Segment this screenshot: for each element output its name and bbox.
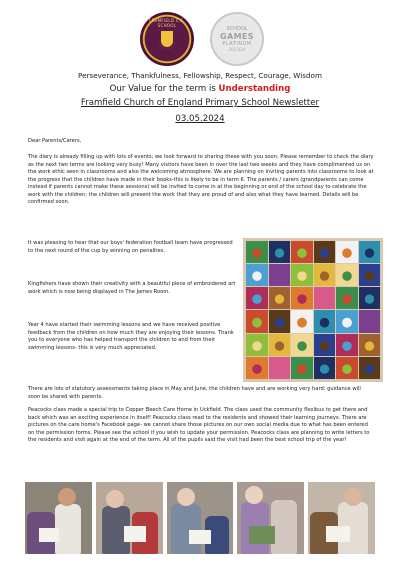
- value-of-term: [0, 84, 400, 94]
- quilt-patch: [291, 357, 313, 379]
- quilt-patch: [246, 357, 268, 379]
- games-award-line4: 2023/24: [228, 47, 246, 52]
- quilt-patch: [246, 310, 268, 332]
- quilt-patch: [246, 287, 268, 309]
- shield-icon: [159, 29, 175, 49]
- quilt-patch: [336, 310, 358, 332]
- quilt-patch: [336, 357, 358, 379]
- quilt-patch: [246, 264, 268, 286]
- games-award-line3: PLATINUM: [222, 41, 252, 47]
- quilt-patch: [269, 241, 291, 263]
- quilt-patch: [246, 241, 268, 263]
- quilt-patch: [359, 357, 381, 379]
- value-term-prefix: Our Value for the term is: [109, 84, 219, 94]
- care-home-photo-strip: [25, 482, 375, 554]
- value-term-highlight: Understanding: [218, 84, 291, 94]
- quilt-patch: [314, 310, 336, 332]
- crest-text: FRAMFIELD C.E. SCHOOL: [149, 18, 185, 28]
- quilt-patch: [246, 334, 268, 356]
- care-home-photo-4: [237, 482, 304, 554]
- quilt-patch: [291, 310, 313, 332]
- quilt-patch: [336, 287, 358, 309]
- quilt-patch: [314, 264, 336, 286]
- quilt-patch: [359, 334, 381, 356]
- quilt-patch: [269, 334, 291, 356]
- care-home-photo-1: [25, 482, 92, 554]
- quilt-patch: [314, 334, 336, 356]
- paragraph-football: It was pleasing to hear that our boys' federation football team have progressed to the next round of the cup by winning on penalties.: [28, 240, 233, 254]
- quilt-patch: [314, 287, 336, 309]
- paragraph-swimming: Year 4 have started their swimming lessons and we have received positive feedback from the children on how much they are enjoying their lessons. Thank you to everyone who has helped transport the children to and from their swimming lessons- this is very much appreciated.: [28, 322, 234, 351]
- quilt-patch: [269, 287, 291, 309]
- embroidered-artwork-image: [243, 238, 383, 382]
- school-games-platinum-logo: [210, 12, 264, 66]
- newsletter-date: 03.05.2024: [175, 114, 225, 124]
- games-award-line1: SCHOOL: [226, 26, 248, 32]
- paragraph-assessments: There are lots of statutory assessments taking place in May and June, the children have and are working very hard; guidance will soon be shared with parents.: [28, 386, 361, 400]
- newsletter-title: Framfield Church of England Primary School Newsletter: [80, 98, 320, 108]
- paragraph-diary: The diary is already filling up with lots of events; we look forward to sharing these with you soon. Please remember to check the diary as the next two terms are looking very busy! Many visitors have been in over the last two weeks and they have complimented us on the work ethic seen in classrooms and also the welcoming atmosphere. We are planning on inviting parents into classrooms to look at the progress that the children have made in their books-this is likely to be in term 6. The parents / carers (grandparents can come instead if parents cannot make these sessions) will be invited to come in at the beginning or end of the school day to celebrate the work with the children; the children will present the work that they are proud of and also what they have learned. Details will be confirmed soon.: [28, 154, 374, 206]
- salutation: Dear Parents/Carers,: [28, 138, 82, 144]
- quilt-patch: [359, 264, 381, 286]
- logo-row: [0, 12, 400, 72]
- care-home-photo-3: [167, 482, 234, 554]
- quilt-patch: [359, 287, 381, 309]
- quilt-patch: [269, 310, 291, 332]
- quilt-patch: [336, 334, 358, 356]
- games-award-line2: GAMES: [220, 32, 254, 41]
- quilt-patch: [314, 241, 336, 263]
- care-home-photo-5: [308, 482, 375, 554]
- quilt-patch: [291, 334, 313, 356]
- care-home-photo-2: [96, 482, 163, 554]
- school-values-line: Perseverance, Thankfulness, Fellowship, Respect, Courage, Wisdom: [78, 71, 322, 80]
- school-crest-logo: [140, 12, 194, 66]
- quilt-patch: [269, 264, 291, 286]
- paragraph-kingfishers: Kingfishers have shown their creativity with a beautiful piece of embroidered art work which is now being displayed in The James Room.: [28, 281, 236, 295]
- quilt-patch: [336, 241, 358, 263]
- quilt-patch: [314, 357, 336, 379]
- paragraph-peacocks-trip: Peacocks class made a special trip to Copper Beech Care Home in Uckfield. The class used the community flexibus to get there and back which was an exciting experience in itself! Peacocks class read to the residents and showed their learning journeys. There are pictures on the care home's Facebook page- we cannot share those pictures on our own social media due to what has been entered on the permission forms. Please see the school if you wish to update your permission. Peacocks class are planning to write letters to the residents and visit again at the end of the term. All of the pupils said the visit had been the best school trip of the year!: [28, 407, 370, 444]
- quilt-patch: [359, 310, 381, 332]
- quilt-patch: [269, 357, 291, 379]
- quilt-patch: [291, 241, 313, 263]
- quilt-patch: [291, 264, 313, 286]
- quilt-patch: [336, 264, 358, 286]
- quilt-patch: [359, 241, 381, 263]
- quilt-patch: [291, 287, 313, 309]
